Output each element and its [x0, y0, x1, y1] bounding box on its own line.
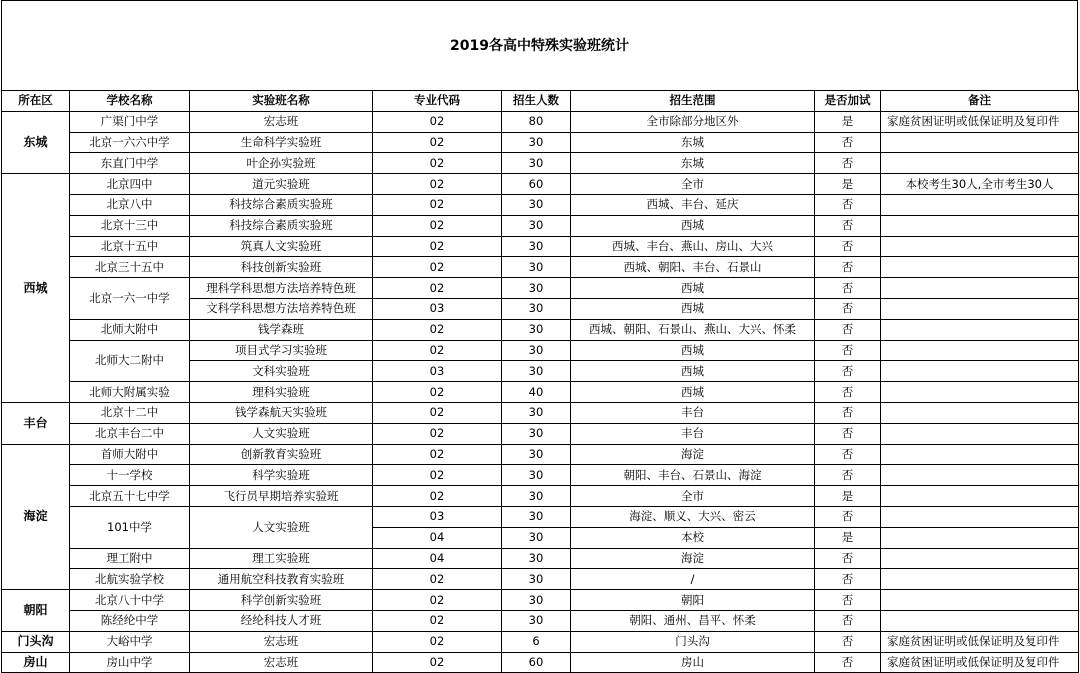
table-row: [2, 590, 1079, 611]
count-cell: 30: [502, 465, 571, 486]
note-cell: [881, 132, 1079, 153]
header-cell: 专业代码: [373, 91, 502, 112]
code-cell: 02: [373, 402, 502, 423]
class-cell: 理科学科思想方法培养特色班: [190, 278, 373, 299]
test-cell: 是: [815, 486, 881, 507]
school-cell: 十一学校: [70, 465, 190, 486]
table-row: [2, 486, 1079, 507]
school-cell: 陈经纶中学: [70, 610, 190, 631]
count-cell: 30: [502, 361, 571, 382]
code-cell: 02: [373, 423, 502, 444]
header-cell: 备注: [881, 91, 1079, 112]
class-cell: 钱学森航天实验班: [190, 402, 373, 423]
test-cell: 否: [815, 465, 881, 486]
note-cell: [881, 153, 1079, 174]
table-row: [2, 610, 1079, 631]
school-cell: 北京丰台二中: [70, 423, 190, 444]
code-cell: 03: [373, 298, 502, 319]
range-cell: 西城: [571, 278, 815, 299]
note-cell: [881, 382, 1079, 403]
code-cell: 02: [373, 319, 502, 340]
code-cell: 02: [373, 236, 502, 257]
count-cell: 30: [502, 610, 571, 631]
class-cell: 科技综合素质实验班: [190, 215, 373, 236]
code-cell: 04: [373, 548, 502, 569]
note-cell: [881, 486, 1079, 507]
range-cell: 东城: [571, 153, 815, 174]
district-cell: 丰台: [2, 402, 70, 444]
table-row: [2, 548, 1079, 569]
count-cell: 60: [502, 174, 571, 195]
note-cell: [881, 610, 1079, 631]
note-cell: [881, 569, 1079, 590]
code-cell: 02: [373, 194, 502, 215]
range-cell: /: [571, 569, 815, 590]
class-cell: 科学创新实验班: [190, 590, 373, 611]
table-row: [2, 506, 1079, 527]
table-row: [2, 194, 1079, 215]
range-cell: 东城: [571, 132, 815, 153]
header-cell: 招生人数: [502, 91, 571, 112]
class-cell: 道元实验班: [190, 174, 373, 195]
note-cell: [881, 506, 1079, 527]
school-cell: 北京十二中: [70, 402, 190, 423]
test-cell: 否: [815, 631, 881, 652]
count-cell: 30: [502, 506, 571, 527]
table-row: [2, 319, 1079, 340]
table-row: [2, 111, 1079, 132]
class-cell: 文科实验班: [190, 361, 373, 382]
class-cell: 宏志班: [190, 111, 373, 132]
count-cell: 6: [502, 631, 571, 652]
test-cell: 否: [815, 444, 881, 465]
code-cell: 02: [373, 590, 502, 611]
class-cell: 生命科学实验班: [190, 132, 373, 153]
code-cell: 02: [373, 257, 502, 278]
code-cell: 02: [373, 610, 502, 631]
table-row: [2, 465, 1079, 486]
title-area: [1, 0, 1078, 90]
test-cell: 否: [815, 548, 881, 569]
table-row: [2, 340, 1079, 361]
code-cell: 02: [373, 174, 502, 195]
school-cell: 北师大附中: [70, 319, 190, 340]
note-cell: [881, 444, 1079, 465]
class-cell: 科技创新实验班: [190, 257, 373, 278]
school-cell: 北京八十中学: [70, 590, 190, 611]
school-cell: 101中学: [70, 506, 190, 548]
count-cell: 30: [502, 340, 571, 361]
school-cell: 北京八中: [70, 194, 190, 215]
class-cell: 创新教育实验班: [190, 444, 373, 465]
class-cell: 筑真人文实验班: [190, 236, 373, 257]
note-cell: [881, 590, 1079, 611]
sheet-title: 2019各高中特殊实验班统计: [450, 38, 629, 54]
test-cell: 否: [815, 257, 881, 278]
header-cell: 实验班名称: [190, 91, 373, 112]
table-row: [2, 402, 1079, 423]
range-cell: 西城: [571, 340, 815, 361]
test-cell: 否: [815, 610, 881, 631]
district-cell: 东城: [2, 111, 70, 173]
class-cell: 通用航空科技教育实验班: [190, 569, 373, 590]
district-cell: 西城: [2, 174, 70, 403]
class-cell: 经纶科技人才班: [190, 610, 373, 631]
school-cell: 北京三十五中: [70, 257, 190, 278]
school-cell: 首师大附中: [70, 444, 190, 465]
district-cell: 朝阳: [2, 590, 70, 632]
school-cell: 北京一六六中学: [70, 132, 190, 153]
test-cell: 否: [815, 319, 881, 340]
table-row: [2, 423, 1079, 444]
range-cell: 西城: [571, 298, 815, 319]
table-row: [2, 652, 1079, 673]
count-cell: 30: [502, 423, 571, 444]
test-cell: 是: [815, 111, 881, 132]
range-cell: 海淀、顺义、大兴、密云: [571, 506, 815, 527]
code-cell: 02: [373, 215, 502, 236]
count-cell: 30: [502, 486, 571, 507]
note-cell: [881, 236, 1079, 257]
note-cell: [881, 257, 1079, 278]
count-cell: 30: [502, 153, 571, 174]
count-cell: 30: [502, 402, 571, 423]
note-cell: [881, 402, 1079, 423]
school-cell: 北京十三中: [70, 215, 190, 236]
class-cell: 理工实验班: [190, 548, 373, 569]
class-cell: 理科实验班: [190, 382, 373, 403]
count-cell: 40: [502, 382, 571, 403]
note-cell: [881, 361, 1079, 382]
count-cell: 30: [502, 590, 571, 611]
code-cell: 02: [373, 486, 502, 507]
class-cell: 钱学森班: [190, 319, 373, 340]
test-cell: 是: [815, 174, 881, 195]
range-cell: 西城、丰台、燕山、房山、大兴: [571, 236, 815, 257]
table-row: [2, 236, 1079, 257]
school-cell: 北京四中: [70, 174, 190, 195]
note-cell: [881, 278, 1079, 299]
range-cell: 西城: [571, 382, 815, 403]
count-cell: 30: [502, 569, 571, 590]
class-cell: 科技综合素质实验班: [190, 194, 373, 215]
table-row: [2, 215, 1079, 236]
range-cell: 丰台: [571, 423, 815, 444]
test-cell: 否: [815, 569, 881, 590]
range-cell: 海淀: [571, 548, 815, 569]
test-cell: 否: [815, 423, 881, 444]
class-cell: 叶企孙实验班: [190, 153, 373, 174]
school-cell: 北师大附属实验: [70, 382, 190, 403]
range-cell: 朝阳: [571, 590, 815, 611]
data-table: [1, 90, 1079, 673]
code-cell: 02: [373, 111, 502, 132]
range-cell: 丰台: [571, 402, 815, 423]
range-cell: 西城、朝阳、石景山、燕山、大兴、怀柔: [571, 319, 815, 340]
count-cell: 80: [502, 111, 571, 132]
range-cell: 朝阳、丰台、石景山、海淀: [571, 465, 815, 486]
note-cell: [881, 423, 1079, 444]
test-cell: 是: [815, 527, 881, 548]
note-cell: [881, 340, 1079, 361]
header-cell: 是否加试: [815, 91, 881, 112]
range-cell: 海淀: [571, 444, 815, 465]
note-cell: [881, 527, 1079, 548]
note-cell: 家庭贫困证明或低保证明及复印件: [881, 631, 1079, 652]
header-cell: 学校名称: [70, 91, 190, 112]
range-cell: 本校: [571, 527, 815, 548]
range-cell: 西城: [571, 361, 815, 382]
code-cell: 02: [373, 340, 502, 361]
class-cell: 飞行员早期培养实验班: [190, 486, 373, 507]
count-cell: 30: [502, 257, 571, 278]
code-cell: 02: [373, 132, 502, 153]
test-cell: 否: [815, 236, 881, 257]
range-cell: 全市: [571, 486, 815, 507]
code-cell: 02: [373, 382, 502, 403]
table-row: [2, 382, 1079, 403]
test-cell: 否: [815, 215, 881, 236]
district-cell: 门头沟: [2, 631, 70, 652]
table-row: [2, 278, 1079, 299]
test-cell: 否: [815, 590, 881, 611]
count-cell: 30: [502, 444, 571, 465]
code-cell: 02: [373, 153, 502, 174]
class-cell: 人文实验班: [190, 423, 373, 444]
header-cell: 所在区: [2, 91, 70, 112]
count-cell: 60: [502, 652, 571, 673]
school-cell: 大峪中学: [70, 631, 190, 652]
test-cell: 否: [815, 278, 881, 299]
note-cell: [881, 215, 1079, 236]
test-cell: 否: [815, 194, 881, 215]
class-cell: 项目式学习实验班: [190, 340, 373, 361]
count-cell: 30: [502, 236, 571, 257]
note-cell: [881, 465, 1079, 486]
table-row: [2, 153, 1079, 174]
school-cell: 北京一六一中学: [70, 278, 190, 320]
range-cell: 房山: [571, 652, 815, 673]
code-cell: 02: [373, 631, 502, 652]
header-cell: 招生范围: [571, 91, 815, 112]
school-cell: 北师大二附中: [70, 340, 190, 382]
class-cell: 文科学科思想方法培养特色班: [190, 298, 373, 319]
test-cell: 否: [815, 402, 881, 423]
count-cell: 30: [502, 194, 571, 215]
class-cell: 科学实验班: [190, 465, 373, 486]
code-cell: 02: [373, 465, 502, 486]
code-cell: 02: [373, 444, 502, 465]
school-cell: 广渠门中学: [70, 111, 190, 132]
code-cell: 03: [373, 506, 502, 527]
school-cell: 房山中学: [70, 652, 190, 673]
code-cell: 02: [373, 278, 502, 299]
table-row: [2, 631, 1079, 652]
school-cell: 东直门中学: [70, 153, 190, 174]
test-cell: 否: [815, 382, 881, 403]
note-cell: 本校考生30人,全市考生30人: [881, 174, 1079, 195]
code-cell: 03: [373, 361, 502, 382]
note-cell: [881, 194, 1079, 215]
class-cell: 人文实验班: [190, 506, 373, 548]
count-cell: 30: [502, 132, 571, 153]
class-cell: 宏志班: [190, 631, 373, 652]
count-cell: 30: [502, 298, 571, 319]
school-cell: 理工附中: [70, 548, 190, 569]
test-cell: 否: [815, 652, 881, 673]
note-cell: 家庭贫困证明或低保证明及复印件: [881, 652, 1079, 673]
range-cell: 西城、朝阳、丰台、石景山: [571, 257, 815, 278]
school-cell: 北航实验学校: [70, 569, 190, 590]
table-row: [2, 569, 1079, 590]
range-cell: 西城、丰台、延庆: [571, 194, 815, 215]
test-cell: 否: [815, 506, 881, 527]
test-cell: 否: [815, 361, 881, 382]
table-row: [2, 444, 1079, 465]
district-cell: 海淀: [2, 444, 70, 590]
count-cell: 30: [502, 548, 571, 569]
note-cell: [881, 298, 1079, 319]
range-cell: 门头沟: [571, 631, 815, 652]
range-cell: 全市除部分地区外: [571, 111, 815, 132]
code-cell: 04: [373, 527, 502, 548]
test-cell: 否: [815, 132, 881, 153]
test-cell: 否: [815, 298, 881, 319]
test-cell: 否: [815, 340, 881, 361]
header-row: [2, 91, 1079, 112]
test-cell: 否: [815, 153, 881, 174]
range-cell: 西城: [571, 215, 815, 236]
table-row: [2, 132, 1079, 153]
range-cell: 全市: [571, 174, 815, 195]
count-cell: 30: [502, 527, 571, 548]
note-cell: [881, 319, 1079, 340]
code-cell: 02: [373, 652, 502, 673]
count-cell: 30: [502, 278, 571, 299]
class-cell: 宏志班: [190, 652, 373, 673]
district-cell: 房山: [2, 652, 70, 673]
range-cell: 朝阳、通州、昌平、怀柔: [571, 610, 815, 631]
table-row: [2, 174, 1079, 195]
table-row: [2, 257, 1079, 278]
school-cell: 北京五十七中学: [70, 486, 190, 507]
note-cell: 家庭贫困证明或低保证明及复印件: [881, 111, 1079, 132]
code-cell: 02: [373, 569, 502, 590]
note-cell: [881, 548, 1079, 569]
count-cell: 30: [502, 319, 571, 340]
count-cell: 30: [502, 215, 571, 236]
school-cell: 北京十五中: [70, 236, 190, 257]
